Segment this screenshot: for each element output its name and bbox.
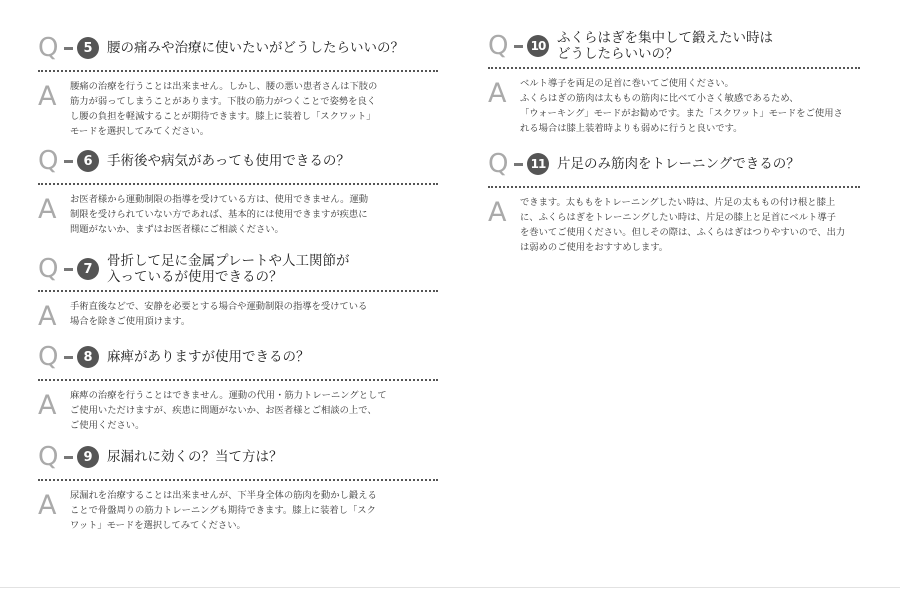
question-row bbox=[488, 28, 860, 64]
q-mark: Q bbox=[38, 442, 58, 472]
question-text: 尿漏れに効くの？当て方は？ bbox=[107, 449, 283, 465]
faq-item-8 bbox=[38, 341, 438, 433]
answer-row bbox=[38, 299, 438, 330]
q-dash bbox=[514, 45, 523, 48]
dotted-divider bbox=[38, 183, 438, 185]
question-text: 手術後や病気があっても使用できるの？ bbox=[107, 153, 350, 169]
question-number-badge: 10 bbox=[527, 35, 549, 57]
answer-text: 腰痛の治療を行うことは出来ません。しかし、腰の悪い患者さんは下肢の 筋力が弱ってしまうことがあります。下肢の筋力がつくことで姿勢を良く し腰の負担を軽減することが期待できます。膝上に装着し「スクワット」 モードを選択してみてください。 bbox=[70, 81, 378, 137]
q-mark: Q bbox=[38, 33, 58, 63]
dotted-divider bbox=[38, 379, 438, 381]
answer-text: 尿漏れを治療することは出来ませんが、下半身全体の筋肉を動かし鍛える ことで骨盤周りの筋力トレーニングも期待できます。膝上に装着し「スク ワット」モードを選択してみてください。 bbox=[70, 490, 377, 531]
answer-row bbox=[38, 192, 438, 237]
question-number-badge: 9 bbox=[77, 446, 99, 468]
dotted-divider bbox=[488, 67, 860, 69]
a-mark: A bbox=[38, 390, 57, 421]
answer-text: 手術直後などで、安静を必要とする場合や運動制限の指導を受けている 場合を除きご使用頂けます。 bbox=[70, 301, 368, 327]
question-text: ふくらはぎを集中して鍛えたい時は どうしたらいいの？ bbox=[557, 30, 773, 62]
dotted-divider bbox=[38, 479, 438, 481]
question-row bbox=[38, 145, 438, 177]
q-dash bbox=[64, 356, 73, 359]
faq-item-5 bbox=[38, 32, 438, 139]
page-bottom-divider bbox=[0, 587, 900, 588]
question-row bbox=[488, 148, 860, 180]
answer-text: ベルト導子を両足の足首に巻いてご使用ください。 ふくらはぎの筋肉は太ももの筋肉に比べて小さく敏感であるため、 「ウォーキング」モードがお勧めです。また「スクワット」モードをご使用さ れる場合は膝上装着時よりも弱めに行うと良いです。 bbox=[520, 78, 843, 134]
question-text: 腰の痛みや治療に使いたいがどうしたらいいの？ bbox=[107, 40, 404, 56]
answer-row bbox=[38, 79, 438, 139]
question-row bbox=[38, 251, 438, 287]
q-mark: Q bbox=[38, 254, 58, 284]
answer-text: できます。太ももをトレーニングしたい時は、片足の太ももの付け根と膝上 に、ふくらはぎをトレーニングしたい時は、片足の膝上と足首にベルト導子 を巻いてご使用ください。但しその際は、ふくらはぎはつりやすいので、出力 は弱めのご使用をおすすめします。 bbox=[520, 197, 846, 253]
question-text: 片足のみ筋肉をトレーニングできるの？ bbox=[557, 156, 800, 172]
q-mark: Q bbox=[38, 146, 58, 176]
a-mark: A bbox=[488, 78, 507, 109]
answer-row bbox=[488, 195, 860, 255]
faq-item-10 bbox=[488, 28, 860, 136]
a-mark: A bbox=[38, 301, 57, 332]
question-number-badge: 7 bbox=[77, 258, 99, 280]
a-mark: A bbox=[38, 81, 57, 112]
q-dash bbox=[64, 47, 73, 50]
q-mark: Q bbox=[38, 342, 58, 372]
question-number-badge: 5 bbox=[77, 37, 99, 59]
question-row bbox=[38, 341, 438, 373]
q-mark: Q bbox=[488, 31, 508, 61]
answer-text: お医者様から運動制限の指導を受けている方は、使用できません。運動 制限を受けられていない方であれば、基本的には使用できますが疾患に 問題がないか、まずはお医者様にご相談ください。 bbox=[70, 194, 369, 235]
a-mark: A bbox=[38, 490, 57, 521]
dotted-divider bbox=[38, 290, 438, 292]
question-text: 骨折して足に金属プレートや人工関節が 入っているが使用できるの？ bbox=[107, 253, 350, 285]
faq-item-11 bbox=[488, 148, 860, 255]
question-number-badge: 6 bbox=[77, 150, 99, 172]
faq-item-7 bbox=[38, 251, 438, 330]
q-dash bbox=[514, 163, 523, 166]
question-text: 麻痺がありますが使用できるの？ bbox=[107, 349, 310, 365]
answer-text: 麻痺の治療を行うことはできません。運動の代用・筋力トレーニングとして ご使用いただけますが、疾患に問題がないか、お医者様とご相談の上で、 ご使用ください。 bbox=[70, 390, 387, 431]
faq-item-6 bbox=[38, 145, 438, 237]
question-number-badge: 11 bbox=[527, 153, 549, 175]
q-dash bbox=[64, 456, 73, 459]
question-number-badge: 8 bbox=[77, 346, 99, 368]
answer-row bbox=[38, 388, 438, 433]
dotted-divider bbox=[488, 186, 860, 188]
answer-row bbox=[488, 76, 860, 136]
a-mark: A bbox=[38, 194, 57, 225]
answer-row bbox=[38, 488, 438, 533]
q-dash bbox=[64, 268, 73, 271]
q-dash bbox=[64, 160, 73, 163]
question-row bbox=[38, 32, 438, 64]
a-mark: A bbox=[488, 197, 507, 228]
question-row bbox=[38, 441, 438, 473]
faq-item-9 bbox=[38, 441, 438, 533]
dotted-divider bbox=[38, 70, 438, 72]
q-mark: Q bbox=[488, 149, 508, 179]
